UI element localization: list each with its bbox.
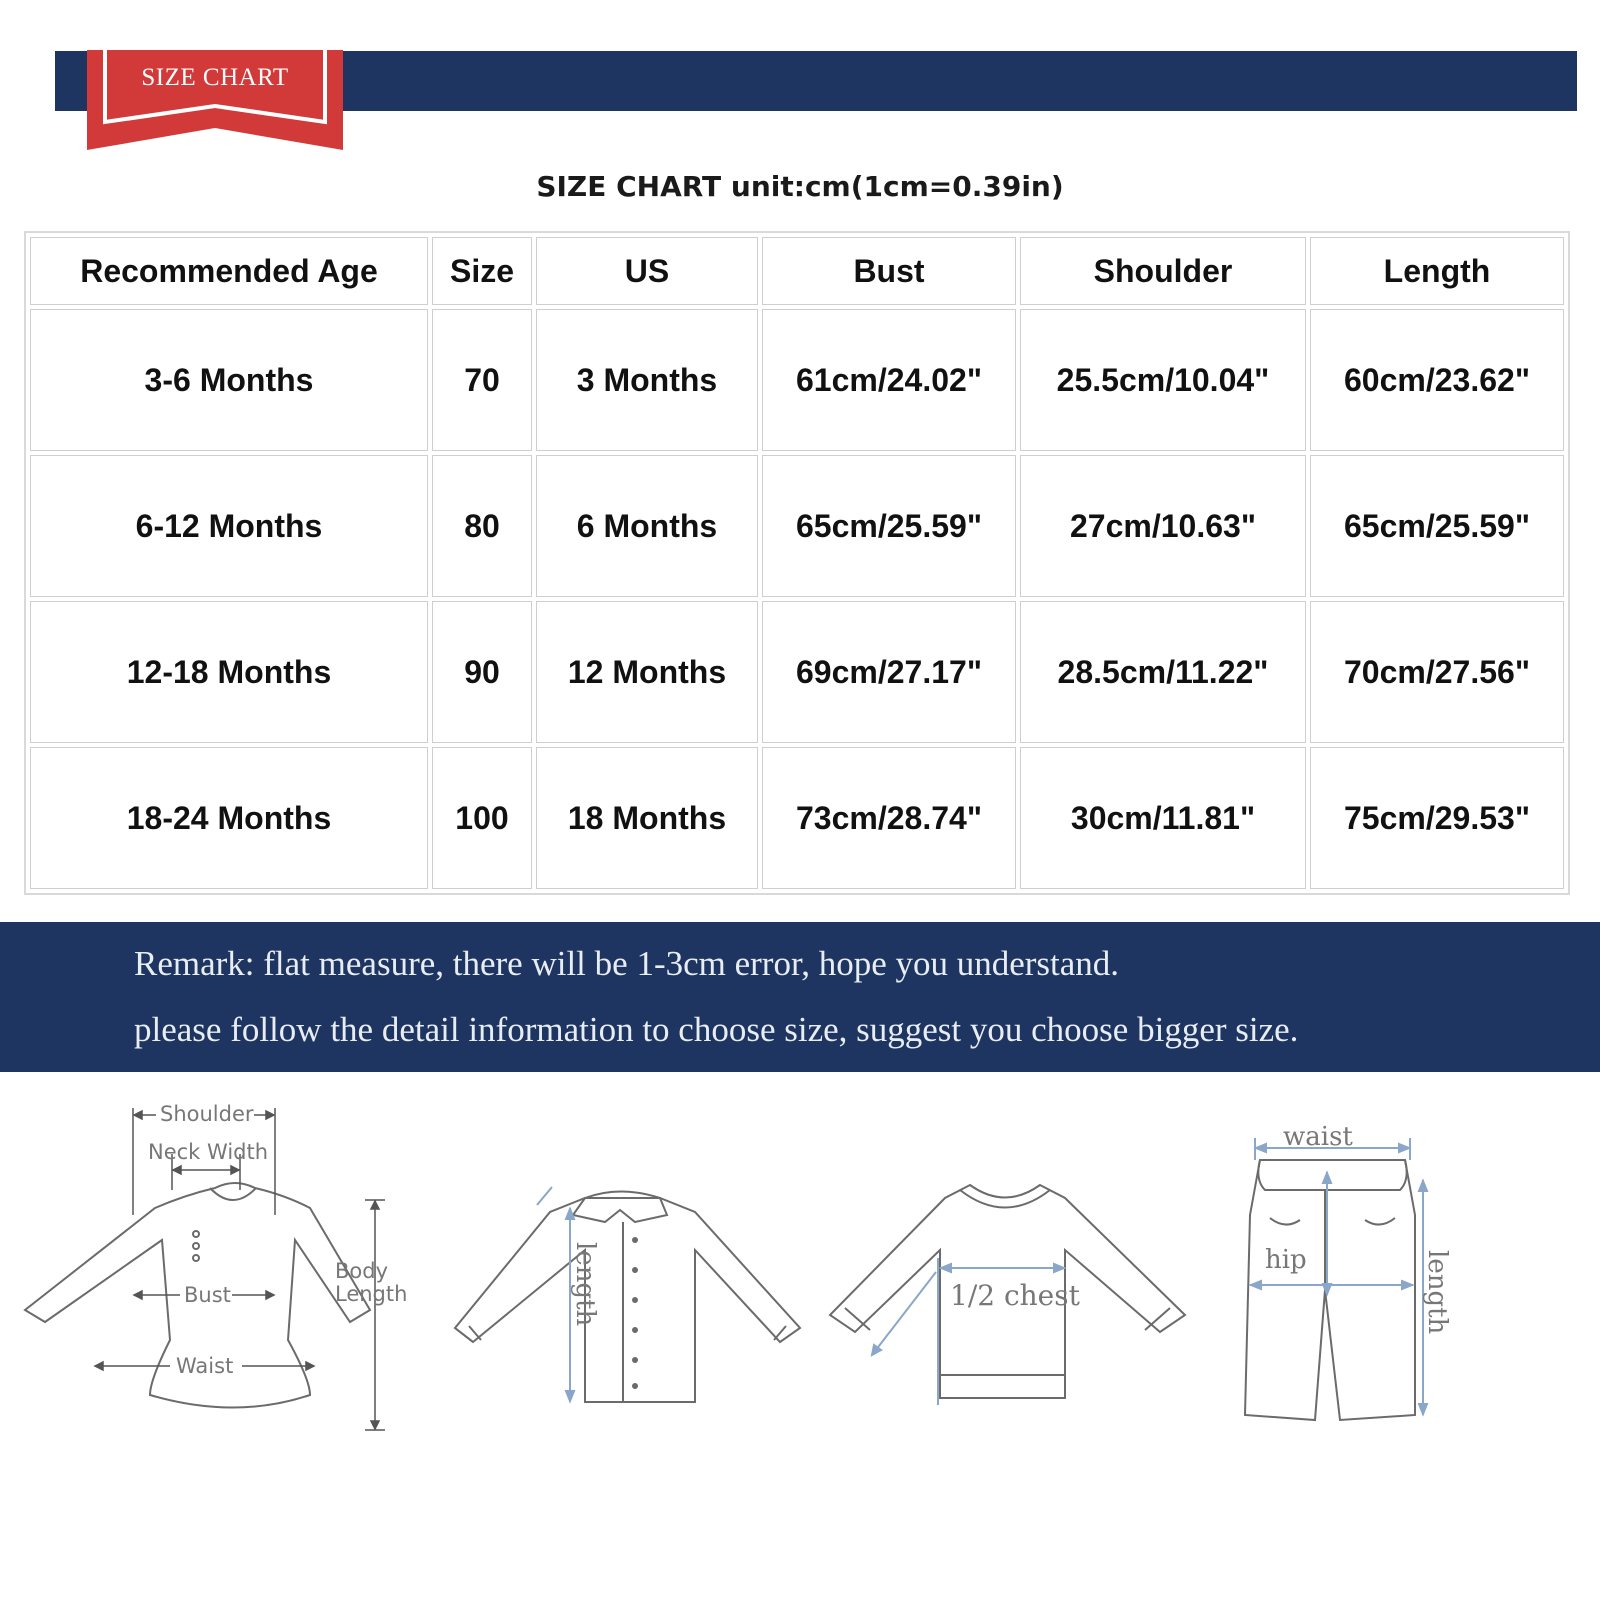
- chart-caption: SIZE CHART unit:cm(1cm=0.39in): [536, 170, 1064, 203]
- cell-us: 12 Months: [536, 601, 758, 743]
- dress-neck-width-label: Neck Width: [148, 1140, 269, 1164]
- sweater-diagram: [830, 1090, 1190, 1430]
- header-size: Size: [432, 237, 532, 305]
- dress-shoulder-label: Shoulder: [160, 1102, 254, 1126]
- dress-bust-label: Bust: [184, 1283, 231, 1307]
- cell-shoulder: 28.5cm/11.22": [1020, 601, 1306, 743]
- table-row: [30, 309, 1564, 451]
- remark-band: [0, 922, 1600, 1072]
- cell-size: 100: [432, 747, 532, 889]
- cell-bust: 69cm/27.17": [762, 601, 1016, 743]
- cell-age: 12-18 Months: [30, 601, 428, 743]
- table-header-row: [30, 237, 1564, 305]
- pants-hip-label: hip: [1265, 1245, 1307, 1275]
- cell-size: 70: [432, 309, 532, 451]
- cell-bust: 73cm/28.74": [762, 747, 1016, 889]
- cell-length: 75cm/29.53": [1310, 747, 1564, 889]
- size-chart-ribbon: [87, 50, 343, 150]
- pants-waist-label: waist: [1283, 1122, 1353, 1152]
- cell-shoulder: 25.5cm/10.04": [1020, 309, 1306, 451]
- cell-shoulder: 30cm/11.81": [1020, 747, 1306, 889]
- cell-age: 3-6 Months: [30, 309, 428, 451]
- header-length: Length: [1310, 237, 1564, 305]
- table-row: [30, 747, 1564, 889]
- table-row: [30, 601, 1564, 743]
- cell-us: 3 Months: [536, 309, 758, 451]
- dress-waist-label: Waist: [176, 1354, 234, 1378]
- cell-bust: 65cm/25.59": [762, 455, 1016, 597]
- ribbon-label: SIZE CHART: [141, 64, 289, 91]
- pants-length-label: length: [1422, 1250, 1452, 1335]
- dress-length-label: Length: [335, 1282, 408, 1306]
- cell-size: 80: [432, 455, 532, 597]
- cell-length: 70cm/27.56": [1310, 601, 1564, 743]
- cell-age: 18-24 Months: [30, 747, 428, 889]
- dress-diagram: [20, 1090, 420, 1450]
- size-table: [24, 231, 1570, 895]
- sweater-chest-label: 1/2 chest: [950, 1279, 1080, 1312]
- pants-diagram: [1245, 1090, 1485, 1430]
- cell-age: 6-12 Months: [30, 455, 428, 597]
- shirt-length-label: length: [570, 1242, 600, 1327]
- header-us: US: [536, 237, 758, 305]
- header-recommended-age: Recommended Age: [30, 237, 428, 305]
- cell-length: 60cm/23.62": [1310, 309, 1564, 451]
- header-bust: Bust: [762, 237, 1016, 305]
- header-shoulder: Shoulder: [1020, 237, 1306, 305]
- remark-line-1: Remark: flat measure, there will be 1-3cm error, hope you understand.: [134, 944, 1120, 983]
- cell-size: 90: [432, 601, 532, 743]
- cell-shoulder: 27cm/10.63": [1020, 455, 1306, 597]
- shirt-diagram: [455, 1090, 805, 1430]
- cell-us: 18 Months: [536, 747, 758, 889]
- cell-length: 65cm/25.59": [1310, 455, 1564, 597]
- dress-body-label: Body: [335, 1259, 389, 1283]
- cell-us: 6 Months: [536, 455, 758, 597]
- remark-line-2: please follow the detail information to choose size, suggest you choose bigger size.: [134, 1010, 1299, 1049]
- cell-bust: 61cm/24.02": [762, 309, 1016, 451]
- table-row: [30, 455, 1564, 597]
